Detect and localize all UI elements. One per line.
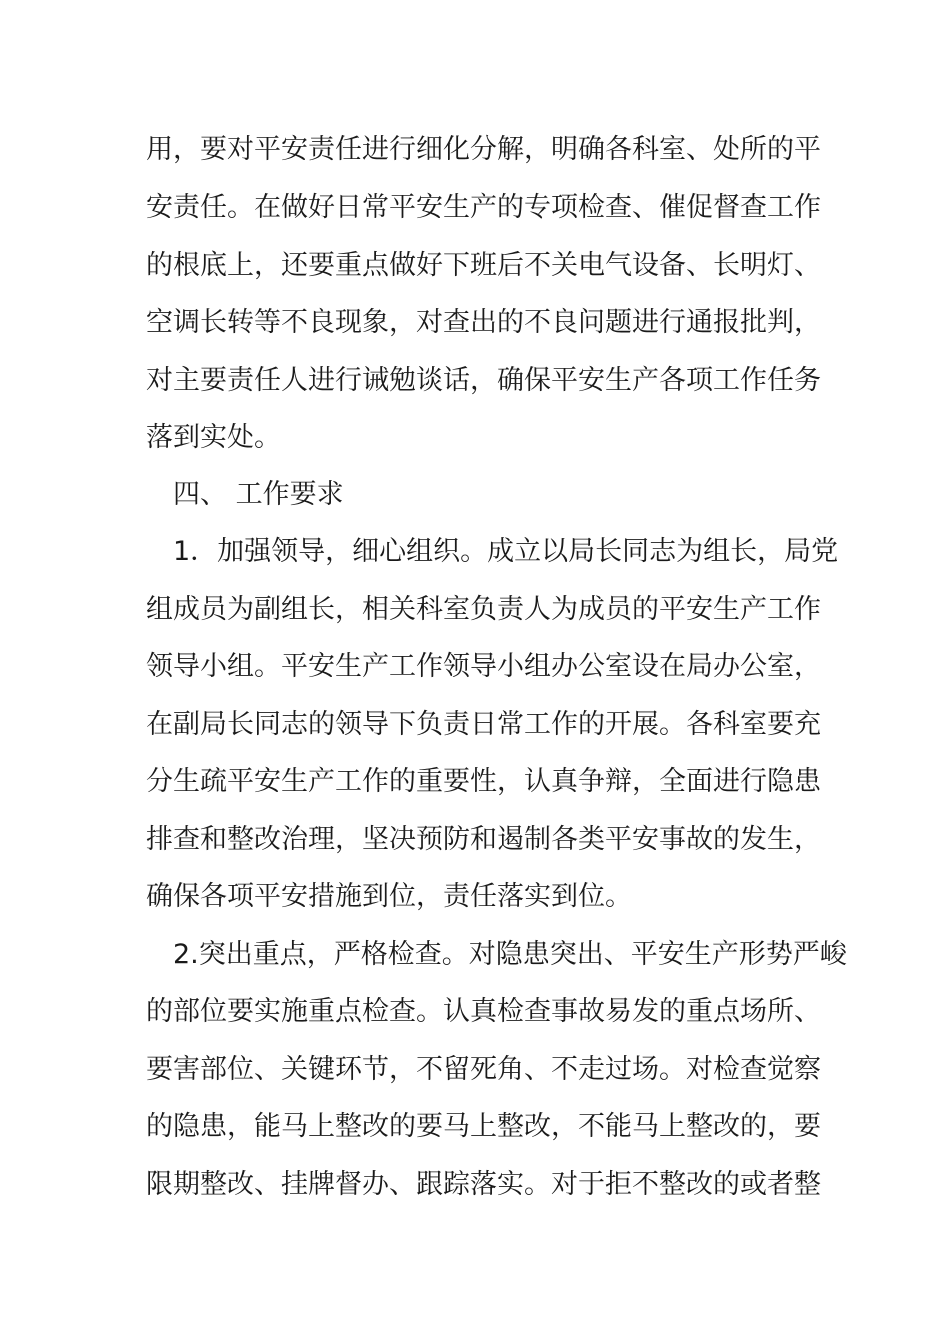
text-line: 对主要责任人进行诫勉谈话，确保平安生产各项工作任务: [146, 365, 821, 396]
paragraph-start-line: 2.突出重点，严格检查。对隐患突出、平安生产形势严峻: [173, 939, 847, 970]
text-line: 组成员为副组长，相关科室负责人为成员的平安生产工作: [146, 594, 821, 625]
text-line: 排查和整改治理，坚决预防和遏制各类平安事故的发生，: [146, 824, 821, 855]
section-heading: 四、 工作要求: [173, 479, 344, 510]
text-line: 的部位要实施重点检查。认真检查事故易发的重点场所、: [146, 996, 821, 1027]
text-line: 的隐患，能马上整改的要马上整改，不能马上整改的，要: [146, 1111, 821, 1142]
text-line: 空调长转等不良现象，对查出的不良问题进行通报批判，: [146, 307, 821, 338]
text-line: 安责任。在做好日常平安生产的专项检查、催促督查工作: [146, 192, 821, 223]
text-line: 的根底上，还要重点做好下班后不关电气设备、长明灯、: [146, 250, 821, 281]
text-line: 用，要对平安责任进行细化分解，明确各科室、处所的平: [146, 134, 821, 165]
text-line: 在副局长同志的领导下负责日常工作的开展。各科室要充: [146, 709, 821, 740]
text-line: 分生疏平安生产工作的重要性，认真争辩，全面进行隐患: [146, 766, 821, 797]
text-line: 确保各项平安措施到位，责任落实到位。: [146, 881, 632, 912]
text-line: 领导小组。平安生产工作领导小组办公室设在局办公室，: [146, 651, 821, 682]
text-line: 要害部位、关键环节，不留死角、不走过场。对检查觉察: [146, 1054, 821, 1085]
text-line: 限期整改、挂牌督办、跟踪落实。对于拒不整改的或者整: [146, 1169, 821, 1200]
text-line: 落到实处。: [146, 422, 281, 453]
paragraph-start-line: 1．加强领导，细心组织。成立以局长同志为组长，局党: [173, 536, 839, 567]
